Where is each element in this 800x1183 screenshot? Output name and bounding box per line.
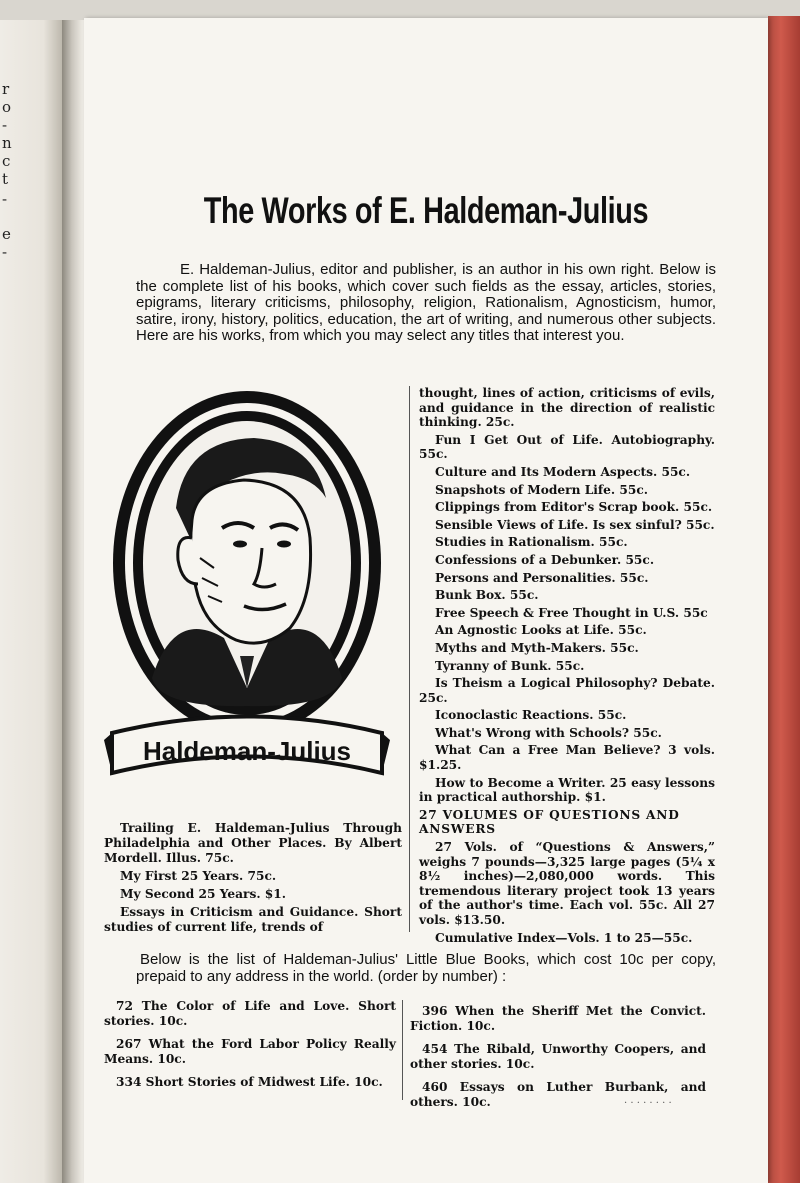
book-entry: How to Become a Writer. 25 easy lessons in practical authorship. $1.: [419, 775, 715, 805]
blue-books-intro: Below is the list of Haldeman-Julius' Little Blue Books, which cost 10c per copy, prepaid to any address in the world. (order by number) :: [136, 951, 716, 985]
book-entry: Fun I Get Out of Life. Autobiography. 55c.: [419, 432, 715, 462]
right-book-list: [419, 386, 715, 948]
blue-book-entry: 72 The Color of Life and Love. Short stories. 10c.: [104, 999, 396, 1028]
left-book-list: [104, 821, 402, 938]
author-portrait: [104, 388, 390, 808]
left-page-fragment: t: [2, 170, 9, 188]
book-page: [84, 18, 768, 1183]
book-entry: Myths and Myth-Makers. 55c.: [435, 640, 639, 655]
book-entry: Sensible Views of Life. Is sex sinful? 55c.: [435, 517, 715, 532]
book-entry: My First 25 Years. 75c.: [120, 869, 277, 883]
portrait-banner-text: Haldeman-Julius: [142, 736, 352, 766]
book-entry: Iconoclastic Reactions. 55c.: [435, 708, 627, 723]
blue-books-divider: [402, 1000, 403, 1100]
blue-books-left-list: [104, 999, 396, 1098]
book-entry: Clippings from Editor's Scrap book. 55c.: [435, 500, 713, 515]
qa-index: Cumulative Index—Vols. 1 to 25—55c.: [435, 930, 693, 945]
book-entry: An Agnostic Looks at Life. 55c.: [435, 623, 647, 638]
book-entry: My Second 25 Years. $1.: [120, 887, 287, 901]
left-page-fragment: -: [2, 243, 8, 261]
page-title: The Works of E. Haldeman-Julius: [203, 190, 649, 231]
book-entry: What Can a Free Man Believe? 3 vols. $1.25.: [419, 743, 715, 773]
book-entry: Studies in Rationalism. 55c.: [435, 535, 628, 550]
left-page-edge: [0, 20, 62, 1183]
left-page-fragment: c: [2, 152, 11, 170]
left-page-fragment: n: [2, 134, 12, 152]
book-entry: Persons and Personalities. 55c.: [435, 570, 649, 585]
intro-paragraph: E. Haldeman-Julius, editor and publisher, is an author in his own right. Below is the complete list of his books, which cover such fields as the essay, articles, stories, epigrams, literary criticisms, philosophy, religion, Rationalism, Agnosticism, humor, satire, irony, history, politics, education, the art of writing, and numerous other subjects. Here are his works, from which you may select any titles that interest you.: [136, 261, 716, 345]
book-entry: What's Wrong with Schools? 55c.: [435, 725, 662, 740]
left-page-fragment: o: [2, 98, 12, 116]
blue-book-entry: 454 The Ribald, Unworthy Coopers, and other stories. 10c.: [410, 1042, 706, 1071]
blue-book-entry: 396 When the Sheriff Met the Convict. Fiction. 10c.: [410, 1004, 706, 1033]
qa-description: 27 Vols. of “Questions & Answers,” weighs 7 pounds—3,325 large pages (5¼ x 8½ inches)—2,080,000 words. This tremendous literary project took 13 years of the author's time. Each vol. 55c. All 27 vols. $13.50.: [419, 840, 715, 927]
column-divider: [409, 386, 410, 932]
book-entry: Essays in Criticism and Guidance. Short studies of current life, trends of: [104, 905, 402, 934]
book-entry: Culture and Its Modern Aspects. 55c.: [435, 464, 691, 479]
blue-book-entry: 460 Essays on Luther Burbank, and others. 10c.: [410, 1080, 706, 1109]
left-page-fragment: -: [2, 190, 8, 208]
left-page-fragment: e: [2, 225, 11, 243]
book-gutter: [62, 20, 84, 1183]
book-entry: Confessions of a Debunker. 55c.: [435, 552, 655, 567]
book-entry: Trailing E. Haldeman-Julius Through Philadelphia and Other Places. By Albert Mordell. Illus. 75c.: [104, 821, 402, 865]
book-entry: Tyranny of Bunk. 55c.: [435, 658, 585, 673]
book-entry: thought, lines of action, criticisms of evils, and guidance in the direction of realistic thinking. 25c.: [419, 386, 715, 430]
left-page-fragment: r: [2, 80, 10, 98]
blue-book-entry: 334 Short Stories of Midwest Life. 10c.: [116, 1075, 383, 1089]
blue-book-entry: 267 What the Ford Labor Policy Really Means. 10c.: [104, 1037, 396, 1066]
red-cover-edge: [768, 16, 800, 1183]
book-entry: Bunk Box. 55c.: [435, 588, 539, 603]
book-entry: Is Theism a Logical Philosophy? Debate. 25c.: [419, 676, 715, 705]
print-smudge: . . . . . . . .: [624, 1095, 672, 1106]
book-entry: Snapshots of Modern Life. 55c.: [435, 482, 649, 497]
left-page-fragment: -: [2, 116, 8, 134]
book-entry: Free Speech & Free Thought in U.S. 55c: [435, 605, 708, 620]
qa-heading: 27 VOLUMES OF QUESTIONS AND ANSWERS: [419, 807, 680, 837]
